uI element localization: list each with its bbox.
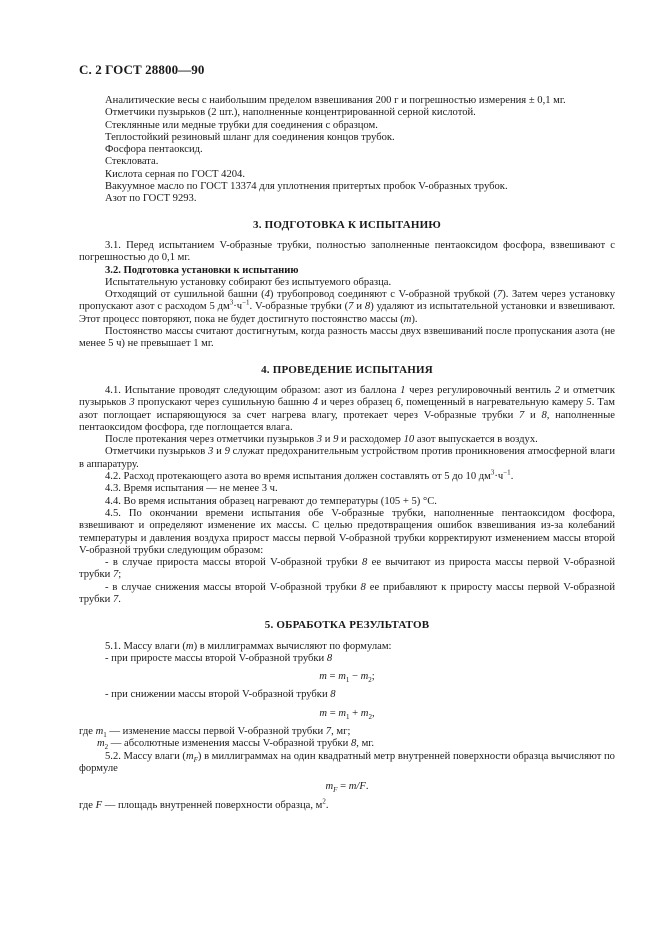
paragraph-4-2: 4.2. Расход протекающего азота во время испытания должен составлять от 5 до 10 $дм^3\cdot ч^{-1}$. (105, 468, 514, 483)
equipment-item: Азот по ГОСТ 9293. (105, 193, 197, 205)
paragraph-5-1-case-2: - при снижении массы второй V-образной трубки 8 (105, 689, 336, 701)
paragraph-4-4: 4.4. Во время испытания образец нагревают до температуры (105 + 5) °С. (105, 495, 437, 507)
paragraph-4-1-c: Отметчики пузырьков 3 и 9 служат предохранительным устройством против проникновения атмосферной влаги в аппаратуру. (79, 446, 616, 470)
paragraph-4-1: 4.1. Испытание проводят следующим образом: азот из баллона 1 через регулировочный вентиль 2 и отметчик пузырьков 3 пропускают через сушильную башню 4 и через образец 6, помещенный в нагревательную камеру 5. Там азот поглощает испаряющуюся за счет нагрева влагу, протекает через V-образные трубки 7 и 8, наполненные пентаоксидом фосфора, где поглощается влага. (79, 384, 616, 433)
paragraph-4-3: 4.3. Время испытания — не менее 3 ч. (105, 483, 278, 495)
paragraph-3-2-b: Отходящий от сушильной башни (4) трубопровод соединяют с V-образной трубкой (7). Затем через установку пропускают азот с расходом 5 $дм^3\cdot ч^{-1}$. V-образные трубки (7 и 8) удаляют из испытательной установки и взвешивают. Этот процесс повторяют, пока не будет достигнуто постоянство массы (m). (79, 289, 615, 325)
subheading-3-2: 3.2. Подготовка установки к испытанию (105, 264, 299, 276)
formula-1: $m = m_1 - m_2$; (319, 671, 375, 685)
paragraph-3-1: 3.1. Перед испытанием V-образные трубки, полностью заполненные пентаоксидом фосфора, взвешивают с погрешностью до 0,1 мг. (79, 239, 615, 264)
equipment-item: Стекловата. (105, 156, 159, 168)
equipment-item: Отметчики пузырьков (2 шт.), наполненные концентрированной серной кислотой. (105, 107, 476, 119)
paragraph-4-5-case-2: - в случае снижения массы второй V-образной трубки 8 ее прибавляют к приросту массы первой V-образной трубки 7. (79, 581, 615, 605)
equipment-item: Стеклянные или медные трубки для соединения с образцом. (105, 119, 378, 131)
where-F: где F — площадь внутренней поверхности образца, $м^2$. (79, 797, 329, 811)
equipment-item: Вакуумное масло по ГОСТ 13374 для уплотнения притертых пробок V-образных трубок. (105, 181, 508, 193)
formula-3: $m_F = m/F$. (325, 781, 369, 795)
equipment-item: Кислота серная по ГОСТ 4204. (105, 168, 245, 180)
paragraph-5-1: 5.1. Массу влаги (m) в миллиграммах вычисляют по формулам: (105, 640, 392, 652)
where-m2: $m_2$ — абсолютные изменения массы V-образной трубки 8, мг. (97, 738, 375, 752)
paragraph-3-2-a: Испытательную установку собирают без испытуемого образца. (105, 276, 392, 288)
paragraph-5-2: 5.2. Массу влаги $(m_F)$ в миллиграммах на один квадратный метр внутренней поверхности образца вычисляют по формуле (79, 750, 615, 774)
document-body (79, 95, 615, 812)
equipment-item: Фосфора пентаоксид. (105, 144, 203, 156)
equipment-item: Теплостойкий резиновый шланг для соединения концов трубок. (105, 131, 395, 143)
paragraph-4-5: 4.5. По окончании времени испытания обе V-образные трубки, наполненные пентаоксидом фосфора, взвешивают и определяют изменение их массы. С целью предотвращения ошибок взвешивания из-за колебаний температуры и давления воздуха прирост массы первой V-образной трубки корректируют изменением массы второй V-образной трубки следующим образом: (79, 507, 615, 556)
section-4-heading: 4. ПРОВЕДЕНИЕ ИСПЫТАНИЯ (261, 363, 433, 376)
page-header: С. 2 ГОСТ 28800—90 (79, 62, 205, 77)
paragraph-3-2-c: Постоянство массы считают достигнутым, когда разность массы двух взвешиваний после пропускания азота (не менее 5 ч) не превышает 1 мг. (79, 326, 615, 350)
where-m1: где $m_1$ — изменение массы первой V-образной трубки 7, мг; (79, 726, 351, 740)
paragraph-4-1-b: После протекания через отметчики пузырьков 3 и 9 и расходомер 10 азот выпускается в воздух. (105, 434, 538, 446)
paragraph-4-5-case-1: - в случае прироста массы второй V-образной трубки 8 ее вычитают из прироста массы первой V-образной трубки 7; (79, 557, 615, 581)
paragraph-5-1-case-1: - при приросте массы второй V-образной трубки 8 (105, 652, 333, 664)
section-3-heading: 3. ПОДГОТОВКА К ИСПЫТАНИЮ (253, 218, 441, 231)
formula-2: $m = m_1 + m_2$, (319, 707, 375, 721)
section-5-heading: 5. ОБРАБОТКА РЕЗУЛЬТАТОВ (264, 619, 430, 632)
equipment-item: Аналитические весы с наибольшим пределом взвешивания 200 г и погрешностью измерения ± 0,1 мг. (105, 95, 566, 106)
